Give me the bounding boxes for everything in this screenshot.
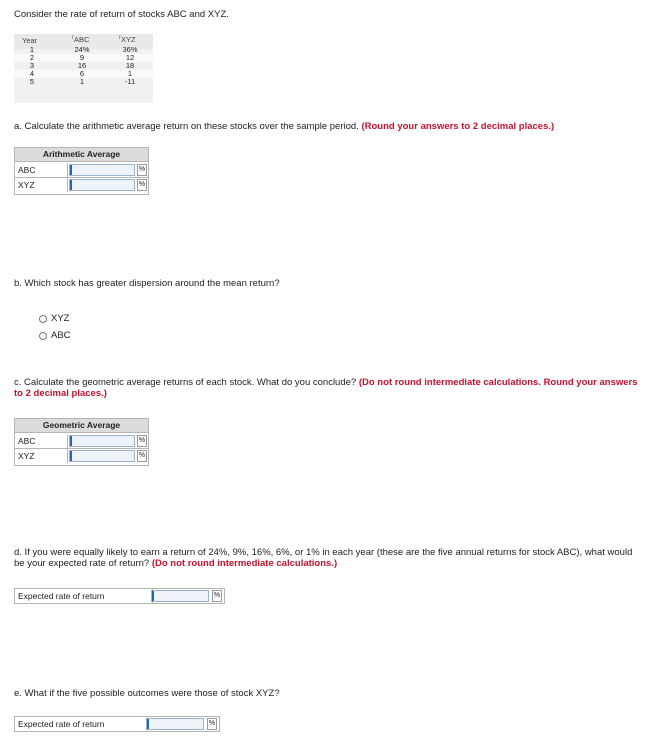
arithmetic-row-abc (15, 163, 148, 178)
part-b-question: b. Which stock has greater dispersion around the mean return? (14, 278, 280, 289)
table-row: 3 16 18 (29, 61, 135, 70)
percent-unit: % (207, 718, 217, 730)
arithmetic-average-table (14, 147, 149, 195)
geometric-xyz-input[interactable] (69, 450, 135, 462)
arithmetic-row-xyz (15, 178, 148, 192)
option-abc[interactable]: ABC (39, 330, 71, 341)
arithmetic-xyz-input[interactable] (69, 179, 135, 191)
geometric-abc-input[interactable] (69, 435, 135, 447)
row-label: XYZ (15, 449, 68, 463)
geometric-row-abc (15, 434, 148, 449)
part-a-question: a. Calculate the arithmetic average return on these stocks over the sample period. (Round your answers to 2 decimal places.) (14, 121, 555, 132)
table-row: 2 9 12 (14, 54, 153, 62)
part-d-question: d. If you were equally likely to earn a return of 24%, 9%, 16%, 6%, or 1% in each year (these are the five annual returns for stock ABC), what would be your expected rate of return? (Do not round intermediate calculations.) (14, 547, 633, 569)
expected-return-label: Expected rate of return (15, 717, 148, 731)
returns-table (14, 34, 153, 103)
part-e-question: e. What if the five possible outcomes were those of stock XYZ? (14, 688, 280, 699)
header-abc: $^r$ABC (72, 35, 90, 44)
geometric-average-table (14, 418, 149, 466)
expected-return-abc-input[interactable] (151, 590, 209, 602)
row-label: XYZ (15, 178, 68, 192)
expected-return-xyz-row (14, 716, 220, 732)
percent-unit: % (137, 179, 147, 191)
table-row: 5 1 -11 (29, 77, 136, 86)
expected-return-label: Expected rate of return (15, 589, 153, 603)
percent-unit: % (137, 435, 147, 447)
intro-text: Consider the rate of return of stocks ABC and XYZ. (14, 9, 229, 20)
row-label: ABC (15, 163, 68, 177)
radio-button[interactable] (39, 332, 47, 340)
percent-unit: % (137, 450, 147, 462)
table-row: 1 24% 36% (29, 45, 138, 54)
expected-return-abc-row (14, 588, 225, 604)
arithmetic-abc-input[interactable] (69, 164, 135, 176)
radio-button[interactable] (39, 315, 47, 323)
row-label: ABC (15, 434, 68, 448)
table-row: 4 6 1 (14, 70, 153, 78)
percent-unit: % (137, 164, 147, 176)
part-c-question: c. Calculate the geometric average returns of each stock. What do you conclude? (Do not round intermediate calculations. Round your answers to 2 decimal places.) (14, 377, 638, 399)
geometric-average-title: Geometric Average (15, 419, 148, 433)
percent-unit: % (212, 590, 222, 602)
header-xyz: $^r$XYZ (119, 35, 136, 44)
header-year: Year (22, 36, 38, 45)
geometric-row-xyz (15, 449, 148, 463)
arithmetic-average-title: Arithmetic Average (15, 148, 148, 162)
expected-return-xyz-input[interactable] (146, 718, 204, 730)
option-xyz[interactable]: XYZ (39, 313, 69, 324)
